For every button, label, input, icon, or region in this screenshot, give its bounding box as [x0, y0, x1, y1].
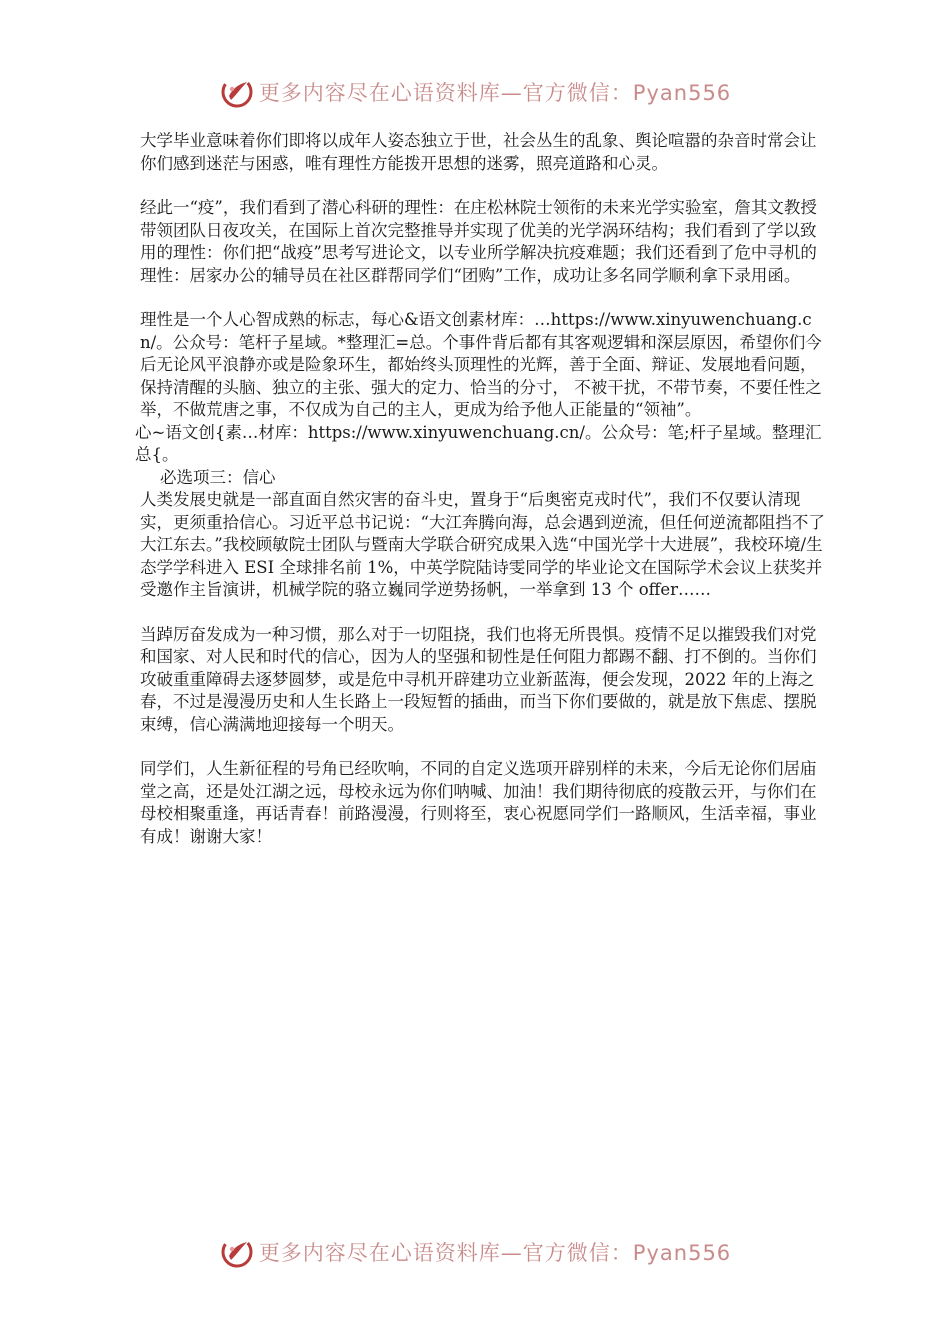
paragraph-human-history: 人类发展史就是一部直面自然灾害的奋斗史，置身于“后奥密克戎时代”，我们不仅要认清现实，更须重拾信心。习近平总书记说：“大江奔腾向海，总会遇到逆流，但任何逆流都阻挡不了大江东去。”我校顾敏院士团队与暨南大学联合研究成果入选“中国光学十大进展”，我校环境/生态学学科进入 ESI 全球排名前 1%，中英学院陆诗雯同学的毕业论文在国际学术会议上获奖并受邀作主旨演讲，机械学院的骆立巍同学逆势扬帆，一举拿到 13 个 offer…… — [140, 490, 825, 599]
paragraph-rationality-intro: 大学毕业意味着你们即将以成年人姿态独立于世，社会丛生的乱象、舆论喧嚣的杂音时常会让你们感到迷茫与困惑，唯有理性方能拨开思想的迷雾，照亮道路和心灵。 — [140, 131, 817, 173]
header-banner — [0, 70, 950, 114]
paragraph-closing-wishes: 同学们，人生新征程的号角已经吹响，不同的自定义选项开辟别样的未来，今后无论你们居庙堂之高，还是处江湖之远，母校永远为你们呐喊、加油！我们期待彻底的疫散云开，与你们在母校相聚重逢，再话青春！前路漫漫，行则将至，衷心祝愿同学们一路顺风，生活幸福，事业有成！谢谢大家！ — [140, 759, 817, 846]
section-heading-confidence: 必选项三：信心 — [160, 467, 276, 487]
footer-banner — [0, 1230, 950, 1274]
paragraph-rationality-maturity: 理性是一个人心智成熟的标志，每心&语文创素材库：…https://www.xinyuwenchuang.cn/。公众号：笔杆子星域。*整理汇=总。个事件背后都有其客观逻辑和深层原因，希望你们今后无论风平浪静亦或是险象环生，都始终头顶理性的光辉，善于全面、辩证、发展地看问题，保持清醒的头脑、独立的主张、强大的定力、恰当的分寸， 不被干扰，不带节奏，不要任性之举，不做荒唐之事，不仅成为自己的主人，更成为给予他人正能量的“领袖”。 — [140, 310, 822, 419]
footer-banner-text: 更多内容尽在心语资料库—官方微信：Pyan556 — [258, 1241, 732, 1265]
document-body — [135, 130, 830, 870]
paragraph-epidemic-rationality: 经此一“疫”，我们看到了潜心科研的理性：在庄松林院士领衔的未来光学实验室，詹其文教授带领团队日夜攻关，在国际上首次完整推导并实现了优美的光学涡环结构；我们看到了学以致用的理性：你们把“战疫”思考写进论文，以专业所学解决抗疫难题；我们还看到了危中寻机的理性：居家办公的辅导员在社区群帮同学们“团购”工作，成功让多名同学顺利拿下录用函。 — [140, 198, 817, 285]
brand-logo-icon — [219, 1234, 255, 1270]
paragraph-watermark-note: 心~语文创{素…材库：https://www.xinyuwenchuang.cn/。公众号：笔;杆子星域。整理汇总{。 — [135, 422, 822, 464]
brand-logo-icon — [219, 74, 255, 110]
header-banner-text: 更多内容尽在心语资料库—官方微信：Pyan556 — [258, 81, 732, 105]
paragraph-perseverance: 当踔厉奋发成为一种习惯，那么对于一切阻挠，我们也将无所畏惧。疫情不足以摧毁我们对党和国家、对人民和时代的信心，因为人的坚强和韧性是任何阻力都踢不翻、打不倒的。当你们攻破重重障碍去逐梦圆梦，或是危中寻机开辟建功立业新蓝海，便会发现，2022 年的上海之春，不过是漫漫历史和人生长路上一段短暂的插曲，而当下你们要做的，就是放下焦虑、摆脱束缚，信心满满地迎接每一个明天。 — [140, 624, 817, 734]
